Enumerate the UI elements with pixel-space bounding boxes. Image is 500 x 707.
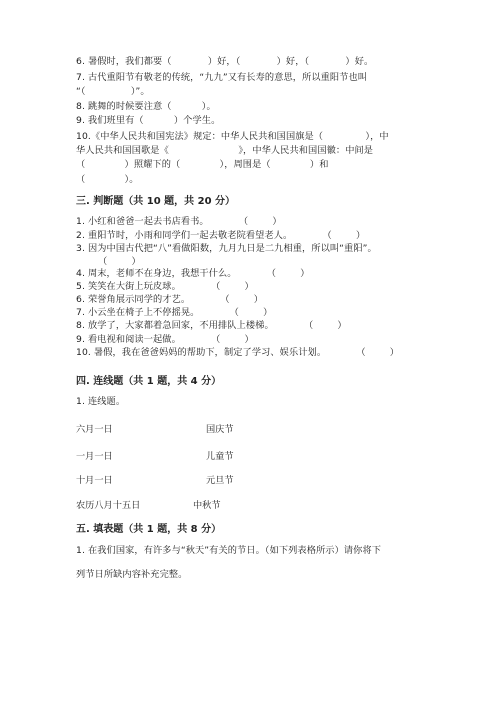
judge-item-3: 3. 因为中国古代把“八”看做阳数，九月九日是二九相重，所以叫“重阳”。: [76, 243, 377, 254]
table-question-line-1: 1. 在我们国家，有许多与“秋天”有关的节日。（如下列表格所示）请你将下: [76, 545, 382, 556]
matching-left-2: 一月一日: [76, 451, 113, 462]
judge-item-7: 7. 小云坐在椅子上不停摇晃。 （ ）: [76, 307, 273, 318]
judge-item-1: 1. 小红和爸爸一起去书店看书。 （ ）: [76, 216, 282, 227]
question-10-cont-3: （ ）。: [76, 174, 139, 185]
judge-item-9: 9. 看电视和阅读一起做。 （ ）: [76, 334, 254, 345]
matching-left-1: 六月一日: [76, 424, 113, 435]
matching-right-2: 儿童节: [206, 451, 234, 462]
question-7-cont: “（ ）”。: [76, 86, 150, 97]
question-6: 6. 暑假时，我们都要（ ）好，（ ）好，（ ）好。: [76, 56, 374, 67]
table-question-line-2: 列节日所缺内容补充完整。: [76, 569, 188, 580]
matching-right-3: 元旦节: [206, 475, 234, 486]
judge-item-6: 6. 荣誉角展示同学的才艺。 （ ）: [76, 294, 264, 305]
section-5-heading: 五. 填表题（共 1 题，共 8 分）: [76, 524, 222, 535]
question-9: 9. 我们班里有（ ）个学生。: [76, 115, 221, 126]
section-3-heading: 三. 判断题（共 10 题，共 20 分）: [76, 196, 236, 207]
section-4-heading: 四. 连线题（共 1 题，共 4 分）: [76, 376, 222, 387]
question-10-cont-1: 华人民共和国国歌是《 》，中华人民共和国国徽：中间是: [76, 145, 374, 156]
question-8: 8. 跳舞的时候要注意（ ）。: [76, 101, 216, 112]
matching-left-3: 十月一日: [76, 475, 113, 486]
matching-prompt: 1. 连线题。: [76, 396, 126, 407]
judge-item-4: 4. 周末，老师不在身边，我想干什么。 （ ）: [76, 268, 310, 279]
judge-item-5: 5. 笑笑在大街上玩皮球。 （ ）: [76, 281, 254, 292]
question-7: 7. 古代重阳节有敬老的传统，“九九”又有长寿的意思，所以重阳节也叫: [76, 72, 368, 83]
matching-right-4: 中秋节: [193, 500, 221, 511]
question-10-cont-2: （ ）照耀下的（ ），周围是（ ）和: [76, 159, 329, 170]
judge-item-10: 10. 暑假，我在爸爸妈妈的帮助下，制定了学习、娱乐计划。 （ ）: [76, 347, 400, 358]
matching-right-1: 国庆节: [206, 424, 234, 435]
judge-item-3-cont: （ ）: [98, 256, 141, 267]
judge-item-2: 2. 重阳节时，小雨和同学们一起去敬老院看望老人。 （ ）: [76, 230, 366, 241]
question-10: 10.《中华人民共和国宪法》规定：中华人民共和国国旗是（ ），中: [76, 131, 389, 142]
judge-item-8: 8. 放学了，大家都着急回家，不用排队上楼梯。 （ ）: [76, 320, 347, 331]
matching-left-4: 农历八月十五日: [76, 500, 141, 511]
